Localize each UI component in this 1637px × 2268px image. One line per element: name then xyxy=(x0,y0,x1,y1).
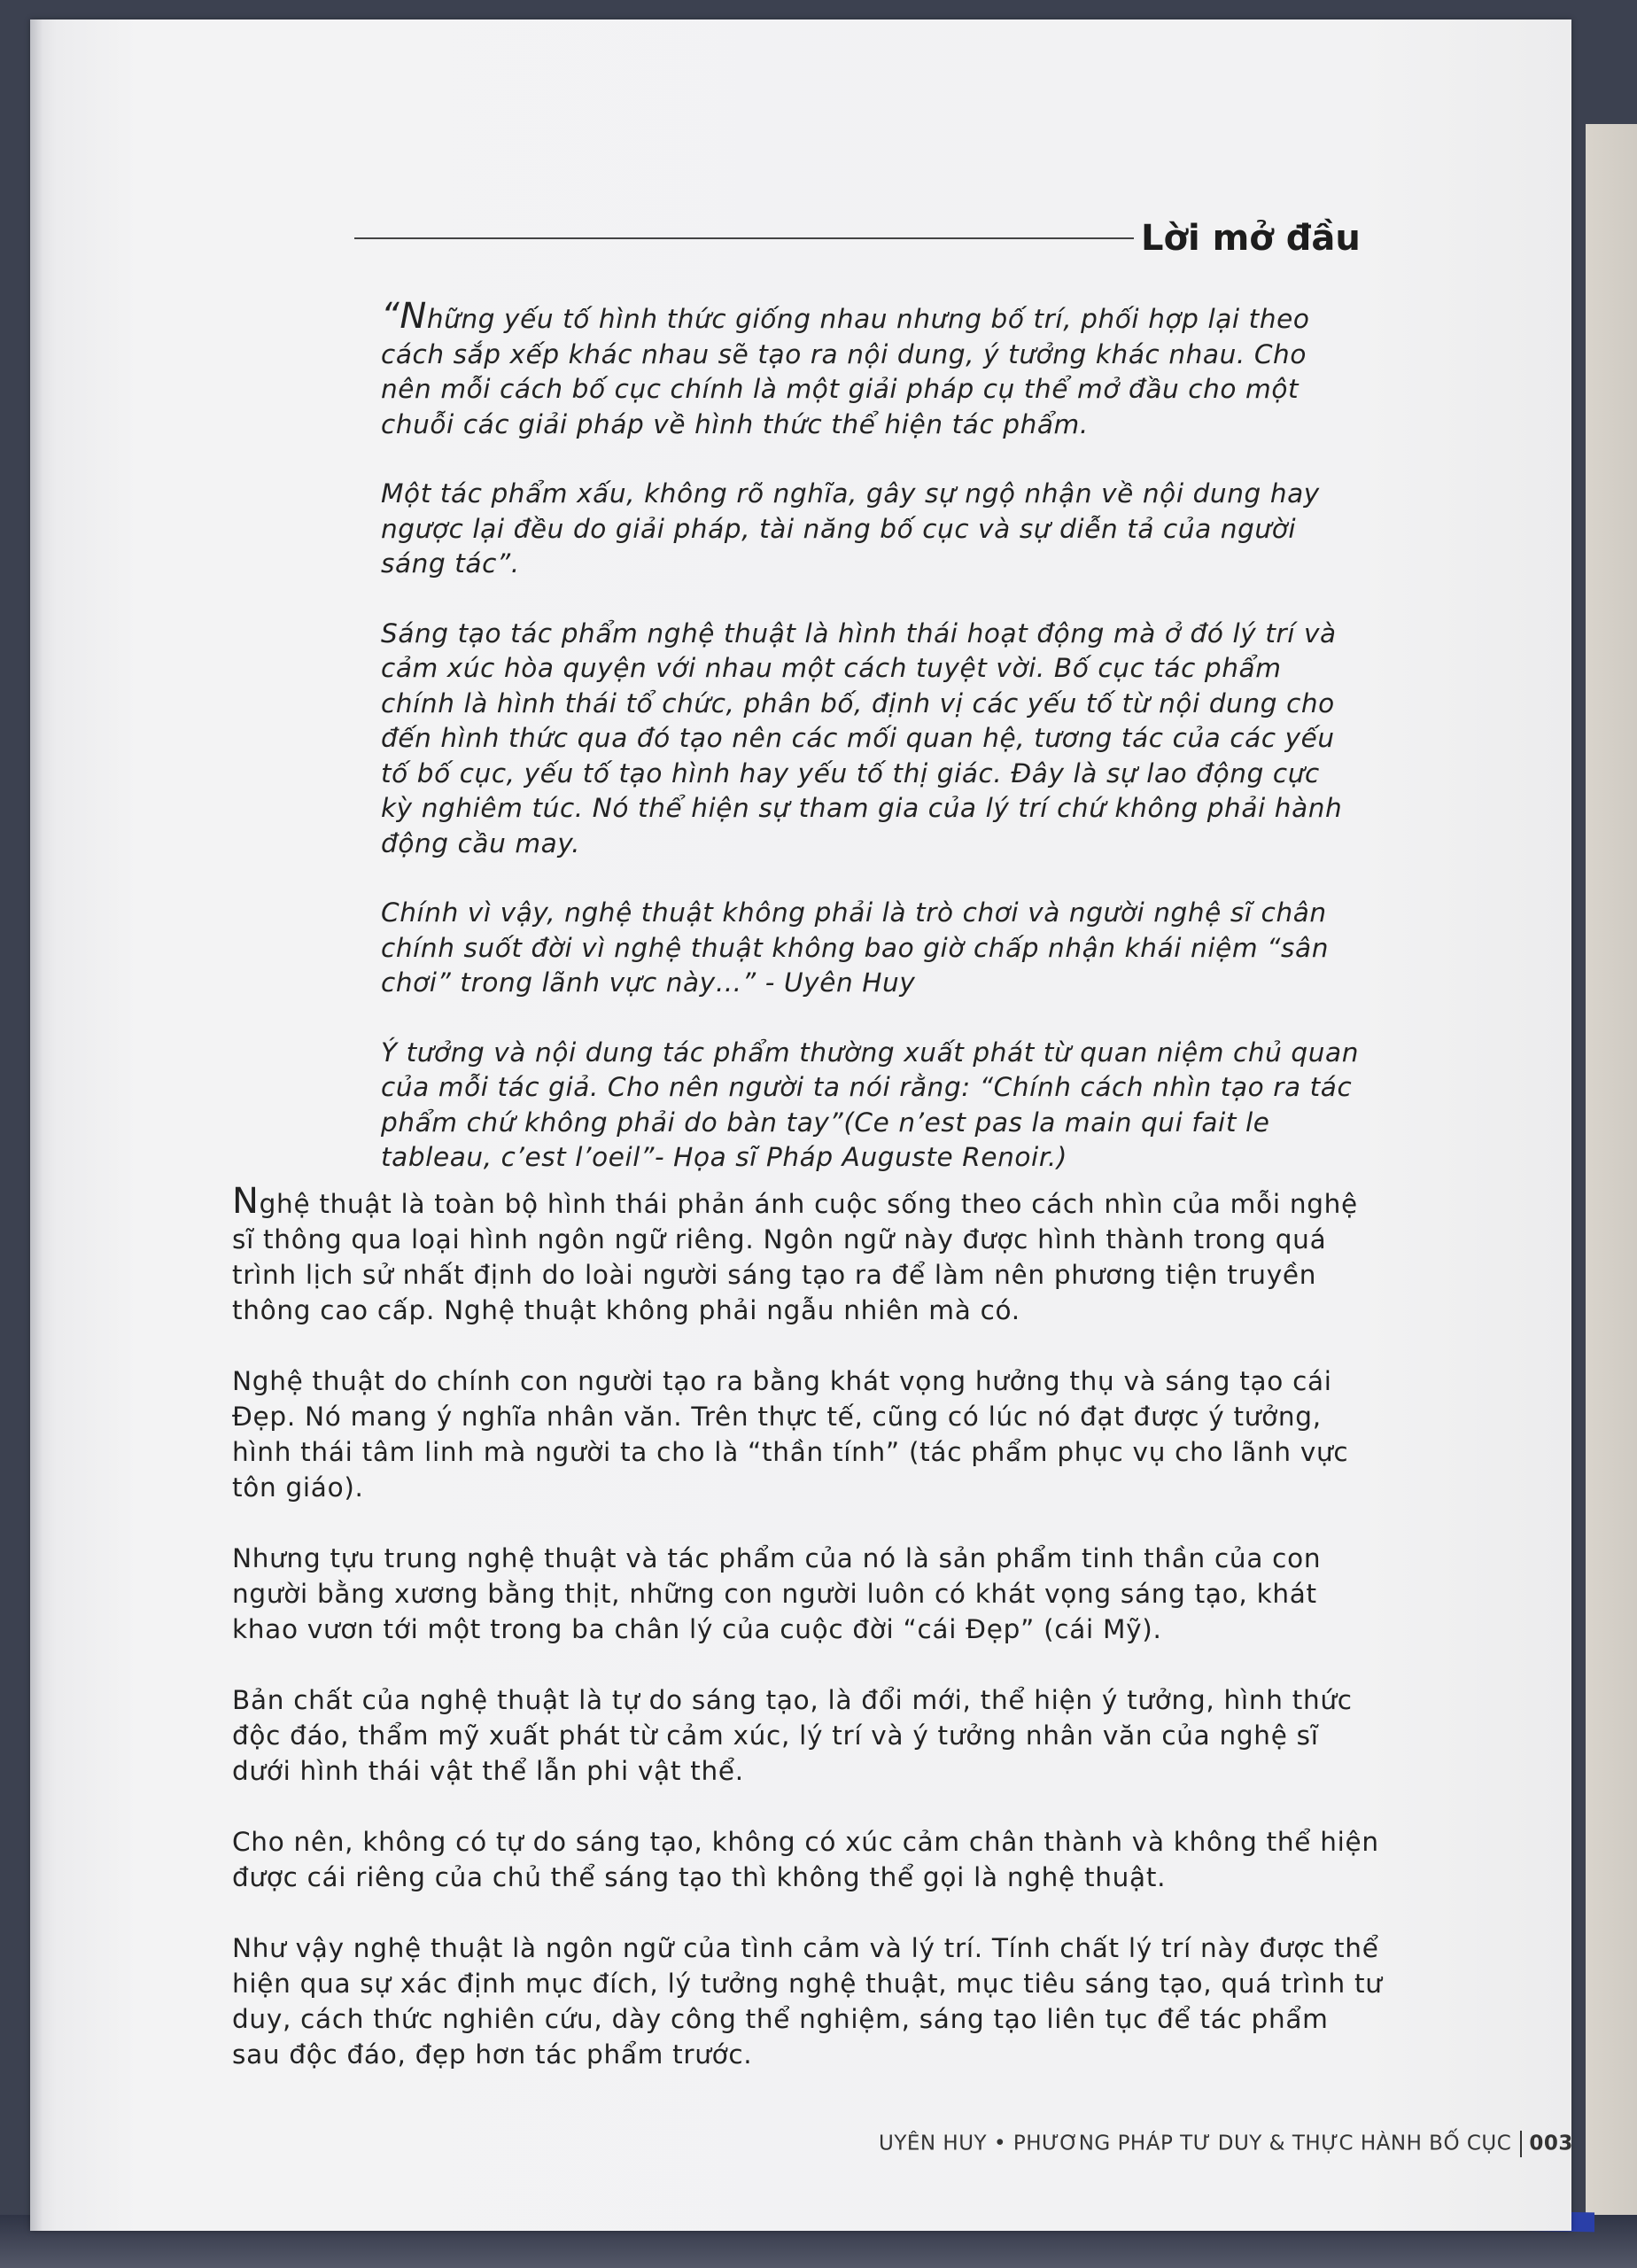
footer-book-title: PHƯƠNG PHÁP TƯ DUY & THỰC HÀNH BỐ CỤC xyxy=(1012,2132,1512,2155)
quote-paragraph: Một tác phẩm xấu, không rõ nghĩa, gây sự ngộ nhận về nội dung hay ngược lại đều do giải pháp, tài năng bố cục và sự diễn tả của người sáng tác”. xyxy=(381,478,1320,579)
quote-paragraph: Sáng tạo tác phẩm nghệ thuật là hình thái hoạt động mà ở đó lý trí và cảm xúc hòa quyện với nhau một cách tuyệt vời. Bố cục tác phẩm chính là hình thái tổ chức, phân bố, định vị các yếu tố từ nội dung cho đến hình thức qua đó tạo nên các mối quan hệ, tương tác của các yếu tố bố cục, yếu tố tạo hình hay yếu tố thị giác. Đây là sự lao động cực kỳ nghiêm túc. Nó thể hiện sự tham gia của lý trí chứ không phải hành động cầu may. xyxy=(381,617,1343,858)
body-text xyxy=(232,1181,1384,2108)
body-paragraph: Như vậy nghệ thuật là ngôn ngữ của tình cảm và lý trí. Tính chất lý trí này được thể hiện qua sự xác định mục đích, lý tưởng nghệ thuật, mục tiêu sáng tạo, quá trình tư duy, cách thức nghiên cứu, dày công thể nghiệm, sáng tạo liên tục để tác phẩm sau độc đáo, đẹp hơn tác phẩm trước. xyxy=(232,1933,1383,2070)
footer-bullet: • xyxy=(993,2132,1007,2155)
page-spine xyxy=(30,19,43,2231)
footer-separator xyxy=(1520,2131,1522,2157)
body-paragraph: Nghệ thuật do chính con người tạo ra bằng khát vọng hưởng thụ và sáng tạo cái Đẹp. Nó mang ý nghĩa nhân văn. Trên thực tế, cũng có lúc nó đạt được ý tưởng, hình thái tâm linh mà người ta cho là “thần tính” (tác phẩm phục vụ cho lãnh vực tôn giáo). xyxy=(232,1366,1349,1503)
quote-paragraph: Chính vì vậy, nghệ thuật không phải là trò chơi và người nghệ sĩ chân chính suốt đời vì nghệ thuật không bao giờ chấp nhận khái niệm “sân chơi” trong lãnh vực này…” - Uyên Huy xyxy=(381,897,1330,998)
quote-paragraph: “Những yếu tố hình thức giống nhau nhưng bố trí, phối hợp lại theo cách sắp xếp khác nhau sẽ tạo ra nội dung, ý tưởng khác nhau. Cho nên mỗi cách bố cục chính là một giải pháp cụ thể mở đầu cho một chuỗi các giải pháp về hình thức thể hiện tác phẩm. xyxy=(381,296,1310,439)
body-paragraph: Nhưng tựu trung nghệ thuật và tác phẩm của nó là sản phẩm tinh thần của con người bằng xương bằng thịt, những con người luôn có khát vọng sáng tạo, khát khao vươn tới một trong ba chân lý của cuộc đời “cái Đẹp” (cái Mỹ). xyxy=(232,1543,1322,1644)
page-title: Lời mở đầu xyxy=(1141,218,1361,259)
page-footer xyxy=(879,2131,1573,2157)
backdrop-right xyxy=(1586,124,1637,2268)
page-number: 003 xyxy=(1529,2132,1573,2155)
footer-author: UYÊN HUY xyxy=(879,2132,988,2155)
quote-block xyxy=(381,296,1360,1210)
body-paragraph: Bản chất của nghệ thuật là tự do sáng tạo, là đổi mới, thể hiện ý tưởng, hình thức độc đáo, thẩm mỹ xuất phát từ cảm xúc, lý trí và ý tưởng nhân văn của nghệ sĩ dưới hình thái vật thể lẫn phi vật thể. xyxy=(232,1685,1353,1786)
quote-paragraph: Ý tưởng và nội dung tác phẩm thường xuất phát từ quan niệm chủ quan của mỗi tác giả. Cho nên người ta nói rằng: “Chính cách nhìn tạo ra tác phẩm chứ không phải do bàn tay”(Ce n’est pas la main qui fait le tableau, c’est l’oeil”- Họa sĩ Pháp Auguste Renoir.) xyxy=(381,1037,1359,1172)
header-rule xyxy=(354,237,1134,239)
body-paragraph: Cho nên, không có tự do sáng tạo, không có xúc cảm chân thành và không thể hiện được cái riêng của chủ thể sáng tạo thì không thể gọi là nghệ thuật. xyxy=(232,1827,1379,1892)
body-paragraph: Nghệ thuật là toàn bộ hình thái phản ánh cuộc sống theo cách nhìn của mỗi nghệ sĩ thông qua loại hình ngôn ngữ riêng. Ngôn ngữ này được hình thành trong quá trình lịch sử nhất định do loài người sáng tạo ra để làm nên phương tiện truyền thông cao cấp. Nghệ thuật không phải ngẫu nhiên mà có. xyxy=(232,1181,1358,1325)
